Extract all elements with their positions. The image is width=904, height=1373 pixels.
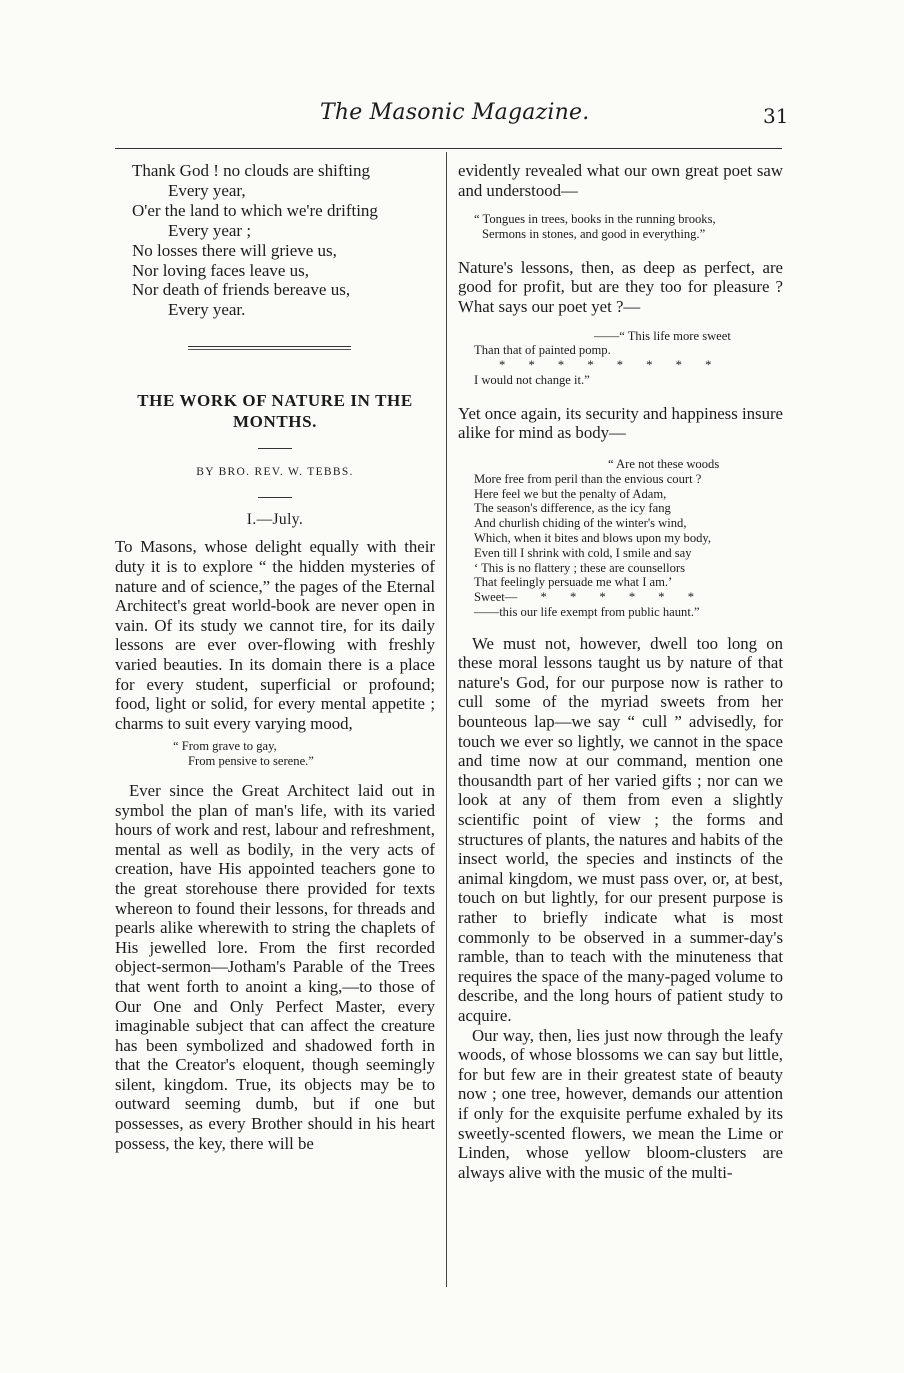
header-rule [115, 148, 782, 149]
quote-line: From pensive to serene.” [188, 754, 314, 769]
poem-line: Every year ; [168, 220, 252, 240]
poem-every-year [115, 161, 435, 320]
quote-line: Sermons in stones, and good in everything.” [482, 226, 706, 241]
quote-grave-to-gay [115, 739, 435, 769]
quote-line: “ Tongues in trees, books in the running brooks, [474, 212, 716, 227]
quote-line: And churlish chiding of the winter's wind, [474, 516, 687, 531]
quote-stars: * * * * * * * * [499, 358, 712, 373]
poem-line: O'er the land to which we're drifting [132, 200, 378, 220]
article-title-line: MONTHS. [232, 412, 317, 432]
byline: BY BRO. REV. W. TEBBS. [196, 466, 354, 479]
section-separator [188, 346, 351, 350]
paragraph: evidently revealed what our own great poet saw and understood— [458, 161, 783, 200]
page-header [0, 100, 904, 130]
title-rule [258, 448, 292, 449]
poem-line: Every year, [168, 180, 246, 200]
quote-line: “ Are not these woods [608, 456, 720, 471]
quote-line: Which, when it bites and blows upon my body, [474, 530, 712, 545]
quote-line: I would not change it.” [474, 372, 590, 387]
quote-line: The season's difference, as the icy fang [474, 501, 671, 516]
quote-this-life [458, 329, 783, 388]
quote-are-not-these-woods [458, 457, 783, 620]
quote-tongues-in-trees [458, 212, 783, 242]
byline-rule [258, 497, 292, 498]
quote-line: That feelingly persuade me what I am.’ [474, 575, 673, 590]
paragraph: Our way, then, lies just now through the leafy woods, of whose blossoms we can say but little, for but few are in their greatest state of beauty now ; one tree, however, demands our attention if only for the exquisite perfume exhaled by its sweetly-scented flowers, we mean the Lime or Linden, whose yellow bloom-clusters are always alive with the music of the multi- [458, 1025, 783, 1182]
quote-line: Even till I shrink with cold, I smile and say [474, 545, 692, 560]
paragraph: Ever since the Great Architect laid out in symbol the plan of man's life, with its varied hours of work and rest, labour and refreshment, mental as well as bodily, in the very acts of creation, have His appointed teachers gone to the great storehouse there provided for texts whereon to found their lessons, for threads and pearls alike wherewith to string the chaplets of His jewelled lore. From the first recorded object-sermon—Jotham's Parable of the Trees that went forth to anoint a king,—to those of Our One and Only Perfect Master, every imaginable subject that can affect the creature has been symbolized and shadowed forth in that the Creator's eloquent, though seemingly silent, kingdom. True, its objects may be to outward seeming dumb, but if one but possesses, as every Brother should in his heart possess, the key, there will be [115, 780, 435, 1153]
paragraph: We must not, however, dwell too long on these moral lessons taught us by nature of that nature's God, for our purpose now is rather to cull some of the myriad sweets from her bounteous lap—we say “ cull ” advisedly, for touch we ever so lightly, we cannot in the space and time now at our command, mention one thousandth part of her varied gifts ; nor can we look at any of them from even a slightly scientific point of view ; the forms and structures of plants, the natures and habits of the insect world, the species and instincts of the animal kingdom, we must pass over, or, at best, touch on but lightly, for our present purpose is rather to briefly indicate what is most commonly to be observed in a summer-day's ramble, than to teach with the minuteness that requires the space of the many-paged volume to describe, and the long hours of patient study to acquire. [458, 633, 783, 1025]
paragraph: Yet once again, its security and happiness insure alike for mind as body— [458, 403, 783, 443]
poem-line: Nor death of friends bereave us, [132, 280, 351, 300]
quote-line: “ From grave to gay, [173, 739, 277, 754]
left-column [115, 161, 435, 1153]
section-heading: I.—July. [246, 510, 304, 528]
page-number: 31 [763, 104, 789, 128]
poem-line: Nor loving faces leave us, [132, 260, 310, 280]
article-title-line: THE WORK OF NATURE IN THE [137, 391, 413, 411]
paragraph: To Masons, whose delight equally with their duty it is to explore “ the hidden mysteries of nature and of science,” the pages of the Eternal Architect's great world-book are never open in vain. Of its study we cannot tire, for its daily lessons are ever over-flowing with freshly varied beauties. In its domain there is a place for every student, superficial or profound; food, light or solid, for every mental appetite ; charms to suit every varying mood, [115, 537, 435, 733]
quote-line: More free from peril than the envious court ? [474, 471, 702, 486]
poem-line: Every year. [168, 300, 246, 320]
quote-line: ——“ This life more sweet [594, 328, 731, 343]
article-title [115, 390, 435, 432]
quote-line: Than that of painted pomp. [474, 343, 611, 358]
right-column [458, 161, 783, 1182]
quote-line: Here feel we but the penalty of Adam, [474, 486, 667, 501]
poem-line: Thank God ! no clouds are shifting [132, 161, 370, 180]
quote-line: ‘ This is no flattery ; these are counsellors [474, 560, 686, 575]
running-title: The Masonic Magazine. [320, 100, 590, 125]
quote-line: Sweet— * * * * * * [474, 590, 695, 605]
column-divider [446, 152, 447, 1287]
quote-line: ——this our life exempt from public haunt.” [474, 604, 700, 619]
paragraph: Nature's lessons, then, as deep as perfect, are good for profit, but are they too for pleasure ? What says our poet yet ?— [458, 257, 783, 316]
poem-line: No losses there will grieve us, [132, 240, 337, 260]
